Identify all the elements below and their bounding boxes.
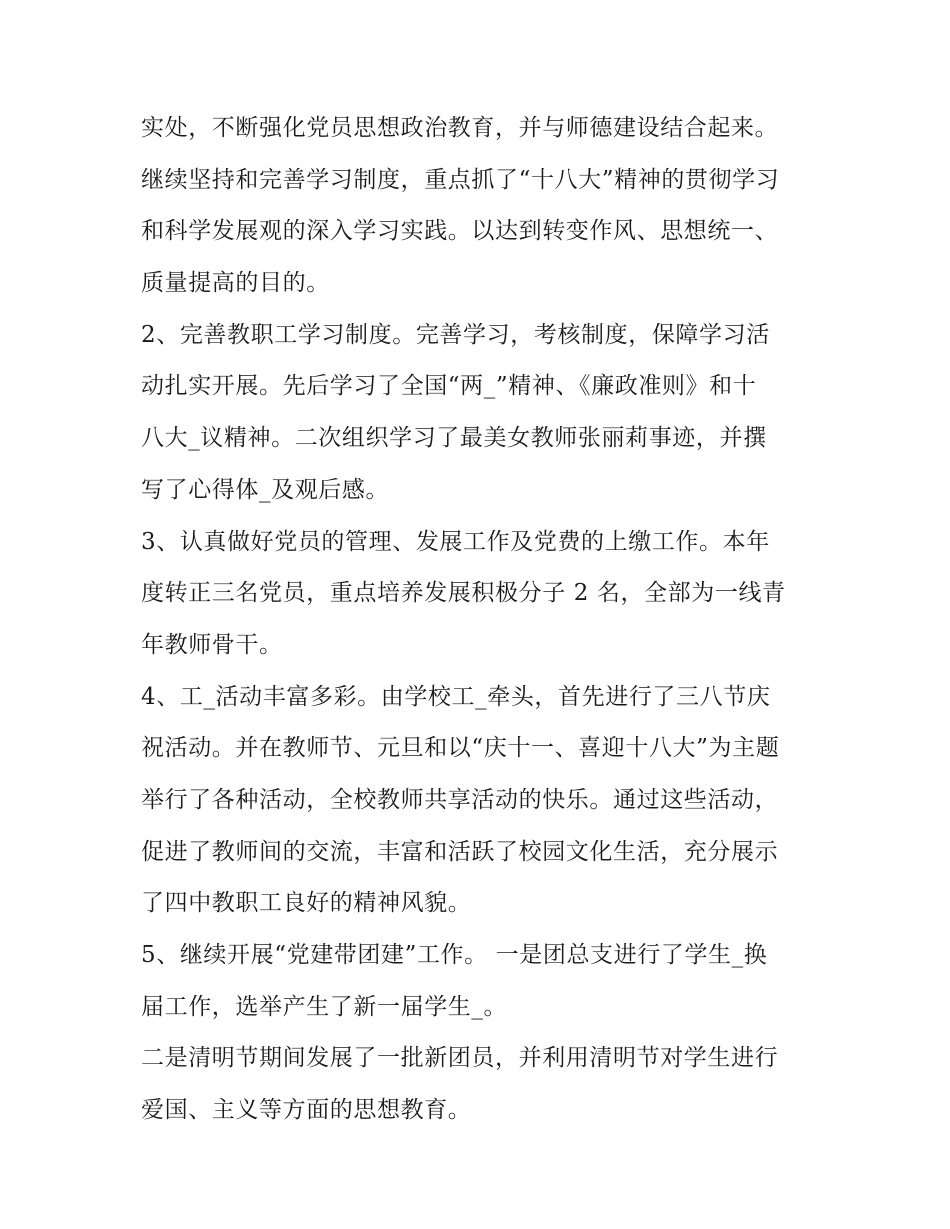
text-line-3: 和科学发展观的深入学习实践。以达到转变作风、思想统一、 — [141, 218, 779, 245]
text-line-5: 2、完善教职工学习制度。完善学习，考核制度，保障学习活 — [141, 321, 770, 348]
text-line-12: 4、工_活动丰富多彩。由学校工_牵头，首先进行了三八节庆 — [141, 683, 771, 710]
text-line-20: 爱国、主义等方面的思想教育。 — [141, 1097, 472, 1124]
text-line-7: 八大_议精神。二次组织学习了最美女教师张丽莉事迹，并撰 — [141, 425, 767, 452]
text-line-9: 3、认真做好党员的管理、发展工作及党费的上缴工作。本年 — [141, 528, 770, 555]
text-line-13: 祝活动。并在教师节、元旦和以“庆十一、喜迎十八大”为主题 — [141, 735, 780, 762]
text-line-18: 届工作，选举产生了新一届学生_。 — [141, 993, 508, 1020]
text-line-19: 二是清明节期间发展了一批新团员，并利用清明节对学生进行 — [141, 1045, 779, 1072]
text-line-11: 年教师骨干。 — [141, 631, 283, 658]
text-line-2: 继续坚持和完善学习制度，重点抓了“十八大”精神的贯彻学习 — [141, 166, 780, 193]
text-line-1: 实处，不断强化党员思想政治教育，并与师德建设结合起来。 — [141, 115, 779, 141]
text-line-8: 写了心得体_及观后感。 — [141, 476, 390, 503]
text-line-16: 了四中教职工良好的精神风貌。 — [141, 890, 472, 917]
text-line-17: 5、继续开展“党建带团建”工作。 一是团总支进行了学生_换 — [141, 942, 768, 968]
text-line-6: 动扎实开展。先后学习了全国“两_”精神、《廉政准则》和十 — [141, 373, 757, 400]
text-line-15: 促进了教师间的交流，丰富和活跃了校园文化生活，充分展示 — [141, 838, 779, 865]
text-line-4: 质量提高的目的。 — [141, 270, 330, 297]
text-line-14: 举行了各种活动，全校教师共享活动的快乐。通过这些活动， — [141, 786, 779, 813]
text-line-10: 度转正三名党员，重点培养发展积极分子 2 名，全部为一线青 — [141, 580, 786, 607]
document-body — [141, 103, 821, 1137]
